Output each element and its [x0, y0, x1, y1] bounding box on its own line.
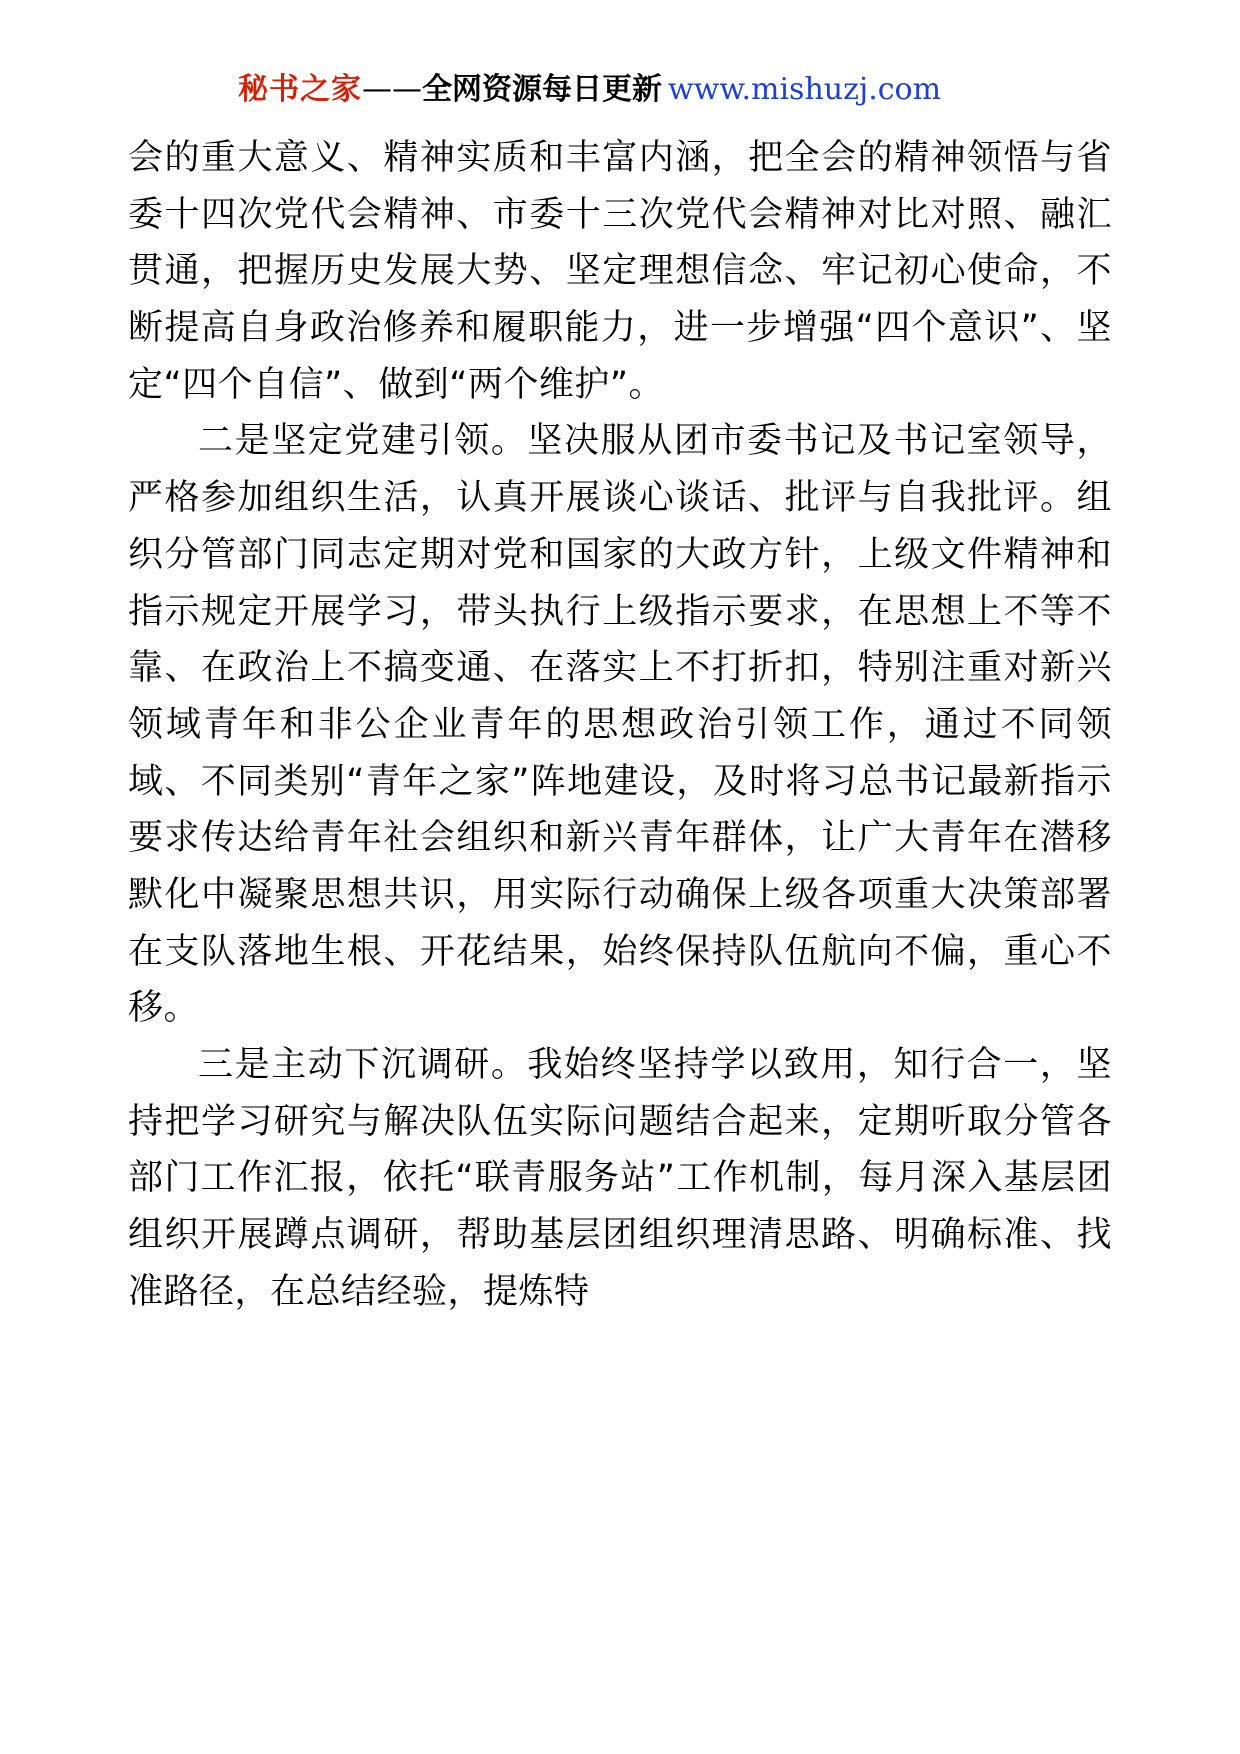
paragraph-second-point: 二是坚定党建引领。坚决服从团市委书记及书记室领导，严格参加组织生活，认真开展谈心谈话、批评与自我批评。组织分管部门同志定期对党和国家的大政方针，上级文件精神和指示规定开展学习，带头执行上级指示要求，在思想上不等不靠、在政治上不搞变通、在落实上不打折扣，特别注重对新兴领域青年和非公企业青年的思想政治引领工作，通过不同领域、不同类别“青年之家”阵地建设，及时将习总书记最新指示要求传达给青年社会组织和新兴青年群体，让广大青年在潜移默化中凝聚思想共识，用实际行动确保上级各项重大决策部署在支队落地生根、开花结果，始终保持队伍航向不偏，重心不移。 — [128, 421, 1112, 1029]
watermark-tagline: 全网资源每日更新 — [422, 72, 662, 107]
paragraph-third-point: 三是主动下沉调研。我始终坚持学以致用，知行合一，坚持把学习研究与解决队伍实际问题结合起来，定期听取分管各部门工作汇报，依托“联青服务站”工作机制，每月深入基层团组织开展蹲点调研，帮助基层团组织理清思路、明确标准、找准路径，在总结经验，提炼特 — [128, 1045, 1112, 1312]
watermark-brand: 秘书之家 — [238, 72, 362, 107]
document-body — [128, 130, 1112, 1320]
watermark-banner — [238, 72, 1112, 108]
watermark-dash: —— — [362, 72, 422, 107]
paragraph-continued: 会的重大意义、精神实质和丰富内涵，把全会的精神领悟与省委十四次党代会精神、市委十三次党代会精神对比对照、融汇贯通，把握历史发展大势、坚定理想信念、牢记初心使命，不断提高自身政治修养和履职能力，进一步增强“四个意识”、坚定“四个自信”、做到“两个维护”。 — [128, 138, 1112, 405]
watermark-url[interactable]: www.mishuzj.com — [668, 72, 942, 107]
